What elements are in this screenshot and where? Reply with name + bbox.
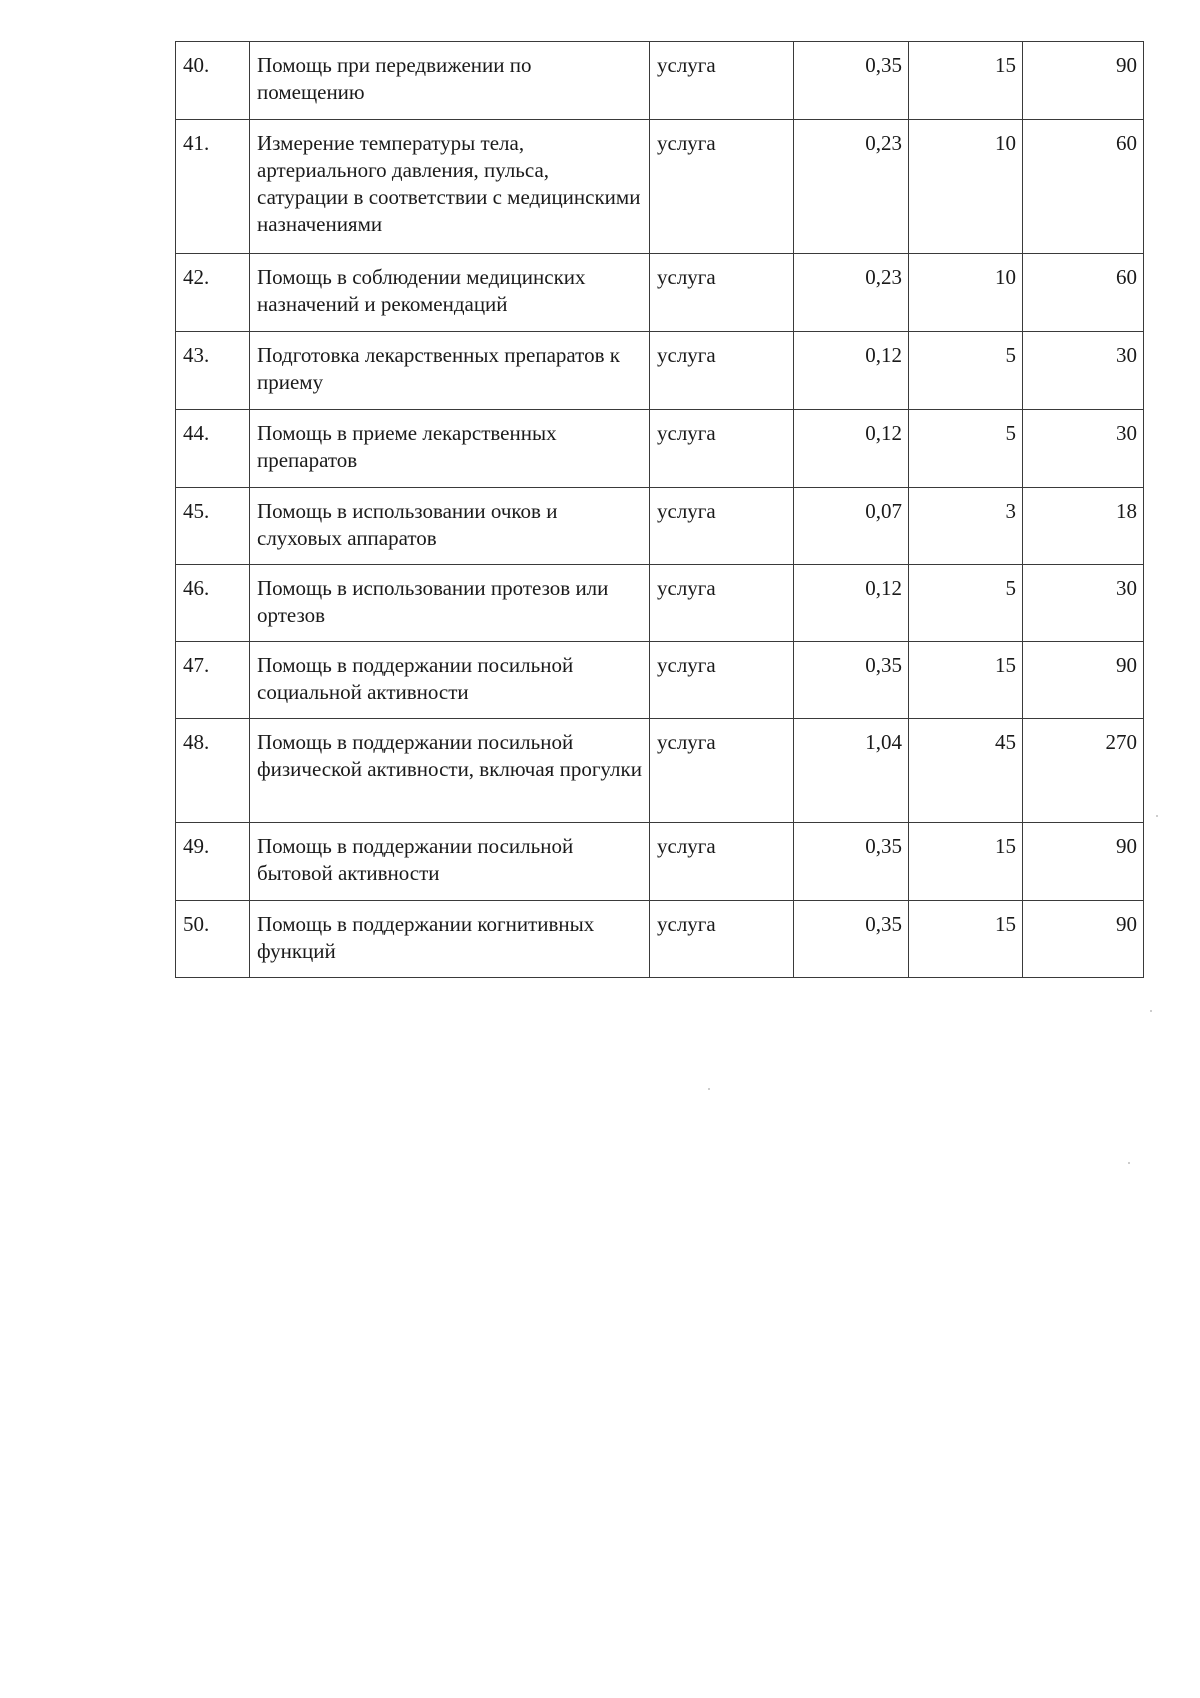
- total-cell: 90: [1023, 901, 1144, 978]
- unit-cell: услуга: [650, 332, 794, 410]
- time-cell: 15: [909, 42, 1023, 120]
- table-row: [176, 901, 1144, 978]
- scan-speck: [708, 1088, 710, 1090]
- row-number: 50.: [176, 901, 250, 978]
- unit-cell: услуга: [650, 254, 794, 332]
- service-name: Помощь в использовании очков и слуховых аппаратов: [250, 488, 650, 565]
- row-number: 47.: [176, 642, 250, 719]
- table-row: [176, 332, 1144, 410]
- total-cell: 60: [1023, 120, 1144, 254]
- time-cell: 5: [909, 565, 1023, 642]
- row-number: 49.: [176, 823, 250, 901]
- row-number: 46.: [176, 565, 250, 642]
- row-number: 40.: [176, 42, 250, 120]
- price-cell: 1,04: [794, 719, 909, 823]
- row-number: 42.: [176, 254, 250, 332]
- row-number: 45.: [176, 488, 250, 565]
- total-cell: 90: [1023, 42, 1144, 120]
- row-number: 41.: [176, 120, 250, 254]
- unit-cell: услуга: [650, 901, 794, 978]
- price-cell: 0,23: [794, 254, 909, 332]
- table-row: [176, 565, 1144, 642]
- table-row: [176, 719, 1144, 823]
- price-cell: 0,12: [794, 565, 909, 642]
- service-name: Помощь в поддержании когнитивных функций: [250, 901, 650, 978]
- table-row: [176, 823, 1144, 901]
- time-cell: 15: [909, 823, 1023, 901]
- table-row: [176, 254, 1144, 332]
- scan-speck: [1150, 1010, 1152, 1012]
- price-cell: 0,12: [794, 410, 909, 488]
- price-cell: 0,07: [794, 488, 909, 565]
- time-cell: 45: [909, 719, 1023, 823]
- service-name: Измерение температуры тела, артериального давления, пульса, сатурации в соответствии с медицинскими назначениями: [250, 120, 650, 254]
- unit-cell: услуга: [650, 823, 794, 901]
- table-row: [176, 410, 1144, 488]
- time-cell: 10: [909, 120, 1023, 254]
- scan-speck: [1156, 815, 1158, 817]
- table-row: [176, 642, 1144, 719]
- price-cell: 0,35: [794, 823, 909, 901]
- service-name: Подготовка лекарственных препаратов к приему: [250, 332, 650, 410]
- total-cell: 30: [1023, 410, 1144, 488]
- row-number: 48.: [176, 719, 250, 823]
- table-row: [176, 42, 1144, 120]
- table-row: [176, 488, 1144, 565]
- total-cell: 60: [1023, 254, 1144, 332]
- price-cell: 0,35: [794, 901, 909, 978]
- total-cell: 90: [1023, 823, 1144, 901]
- unit-cell: услуга: [650, 642, 794, 719]
- price-cell: 0,35: [794, 42, 909, 120]
- service-name: Помощь в использовании протезов или ортезов: [250, 565, 650, 642]
- unit-cell: услуга: [650, 410, 794, 488]
- service-name: Помощь в поддержании посильной бытовой активности: [250, 823, 650, 901]
- total-cell: 270: [1023, 719, 1144, 823]
- row-number: 43.: [176, 332, 250, 410]
- unit-cell: услуга: [650, 488, 794, 565]
- unit-cell: услуга: [650, 120, 794, 254]
- time-cell: 3: [909, 488, 1023, 565]
- time-cell: 10: [909, 254, 1023, 332]
- total-cell: 18: [1023, 488, 1144, 565]
- service-name: Помощь в поддержании посильной социальной активности: [250, 642, 650, 719]
- time-cell: 15: [909, 901, 1023, 978]
- price-cell: 0,12: [794, 332, 909, 410]
- price-cell: 0,23: [794, 120, 909, 254]
- service-name: Помощь при передвижении по помещению: [250, 42, 650, 120]
- unit-cell: услуга: [650, 719, 794, 823]
- service-name: Помощь в поддержании посильной физической активности, включая прогулки: [250, 719, 650, 823]
- scan-speck: [1128, 1162, 1130, 1164]
- services-table: [175, 41, 1144, 978]
- total-cell: 90: [1023, 642, 1144, 719]
- total-cell: 30: [1023, 565, 1144, 642]
- unit-cell: услуга: [650, 565, 794, 642]
- price-cell: 0,35: [794, 642, 909, 719]
- service-name: Помощь в соблюдении медицинских назначений и рекомендаций: [250, 254, 650, 332]
- time-cell: 15: [909, 642, 1023, 719]
- table-row: [176, 120, 1144, 254]
- total-cell: 30: [1023, 332, 1144, 410]
- row-number: 44.: [176, 410, 250, 488]
- time-cell: 5: [909, 410, 1023, 488]
- time-cell: 5: [909, 332, 1023, 410]
- service-name: Помощь в приеме лекарственных препаратов: [250, 410, 650, 488]
- unit-cell: услуга: [650, 42, 794, 120]
